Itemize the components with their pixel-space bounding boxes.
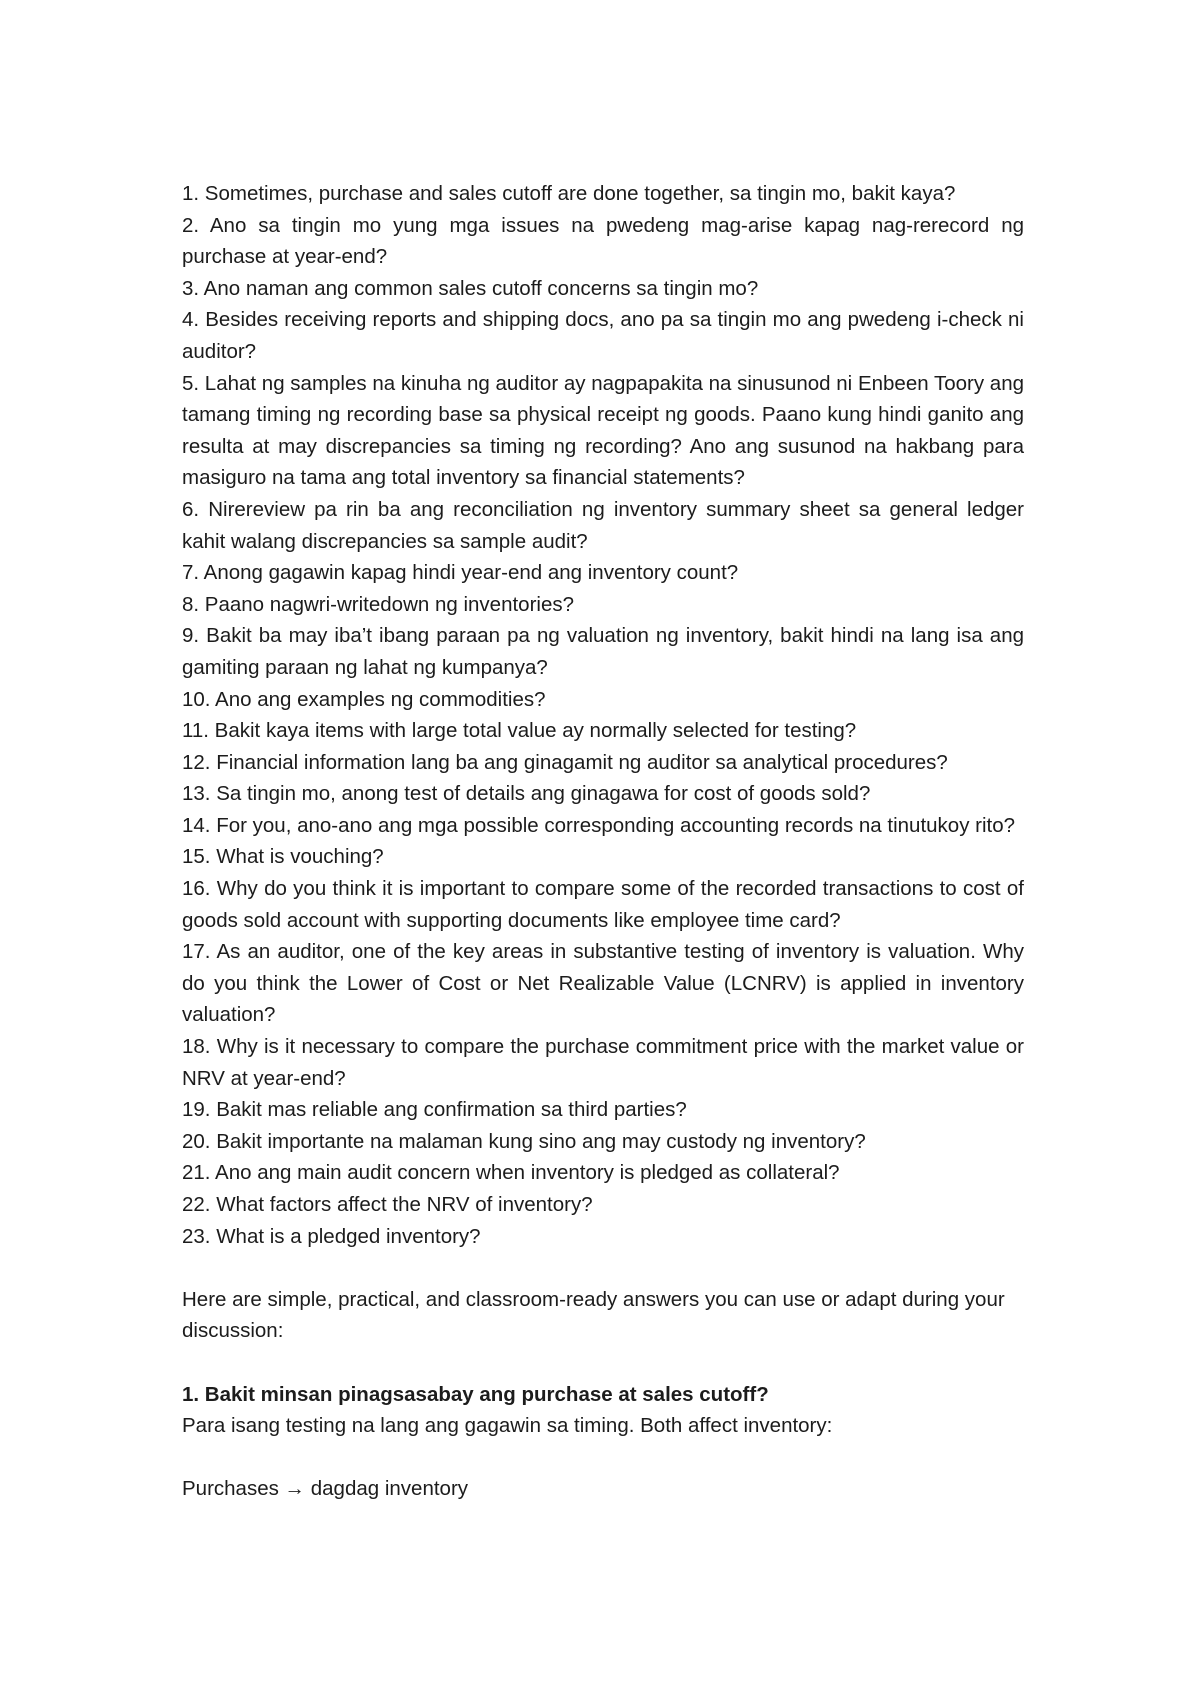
question-item: 2. Ano sa tingin mo yung mga issues na pwedeng mag-arise kapag nag-rerecord ng purchase at year-end? (182, 213, 1024, 269)
question-list (182, 178, 1024, 1252)
question-item: 10. Ano ang examples ng commodities? (182, 687, 546, 711)
question-item: 20. Bakit importante na malaman kung sino ang may custody ng inventory? (182, 1129, 866, 1153)
question-item: 23. What is a pledged inventory? (182, 1224, 481, 1248)
spacer (182, 1252, 1024, 1284)
question-item: 4. Besides receiving reports and shipping docs, ano pa sa tingin mo ang pwedeng i-check ni auditor? (182, 308, 1024, 363)
question-item: 7. Anong gagawin kapag hindi year-end ang inventory count? (182, 561, 739, 585)
question-item: 3. Ano naman ang common sales cutoff concerns sa tingin mo? (182, 276, 759, 300)
question-item: 17. As an auditor, one of the key areas in substantive testing of inventory is valuation. Why do you think the Lower of Cost or Net Realizable Value (LCNRV) is applied in inventory valuation? (182, 940, 1024, 1027)
document-body (182, 178, 1024, 1505)
answer-heading: 1. Bakit minsan pinagsasabay ang purchase at sales cutoff? (182, 1382, 769, 1406)
question-item: 15. What is vouching? (182, 845, 384, 869)
spacer (182, 1442, 1024, 1474)
answer-text: Para isang testing na lang ang gagawin sa timing. Both affect inventory: (182, 1414, 833, 1438)
question-item: 6. Nirereview pa rin ba ang reconciliation ng inventory summary sheet sa general ledger kahit walang discrepancies sa sample audit? (182, 497, 1024, 553)
question-item: 21. Ano ang main audit concern when inventory is pledged as collateral? (182, 1161, 840, 1185)
question-item: 16. Why do you think it is important to compare some of the recorded transactions to cost of goods sold account with supporting documents like employee time card? (182, 877, 1024, 932)
question-item: 8. Paano nagwri-writedown ng inventories? (182, 592, 575, 616)
question-item: 18. Why is it necessary to compare the purchase commitment price with the market value or NRV at year-end? (182, 1035, 1024, 1090)
answer-line: Purchases → dagdag inventory (182, 1477, 469, 1501)
question-item: 14. For you, ano-ano ang mga possible corresponding accounting records na tinutukoy rito? (182, 813, 1016, 837)
question-item: 11. Bakit kaya items with large total value ay normally selected for testing? (182, 719, 857, 743)
spacer (182, 1347, 1024, 1379)
question-item: 9. Bakit ba may iba’t ibang paraan pa ng valuation ng inventory, bakit hindi na lang isa ang gamiting paraan ng lahat ng kumpanya? (182, 624, 1024, 679)
question-item: 19. Bakit mas reliable ang confirmation sa third parties? (182, 1098, 687, 1122)
question-item: 13. Sa tingin mo, anong test of details ang ginagawa for cost of goods sold? (182, 782, 871, 806)
question-item: 5. Lahat ng samples na kinuha ng auditor ay nagpapakita na sinusunod ni Enbeen Toory ang tamang timing ng recording base sa physical receipt ng goods. Paano kung hindi ganito ang resulta at may discrepancies sa timing ng recording? Ano ang susunod na hakbang para masiguro na tama ang total inventory sa financial statements? (182, 371, 1024, 490)
question-item: 22. What factors affect the NRV of inventory? (182, 1193, 593, 1216)
question-item: 12. Financial information lang ba ang ginagamit ng auditor sa analytical procedures? (182, 750, 948, 774)
intro-paragraph: Here are simple, practical, and classroom-ready answers you can use or adapt during your discussion: (182, 1287, 1005, 1343)
question-item: 1. Sometimes, purchase and sales cutoff are done together, sa tingin mo, bakit kaya? (182, 182, 956, 205)
